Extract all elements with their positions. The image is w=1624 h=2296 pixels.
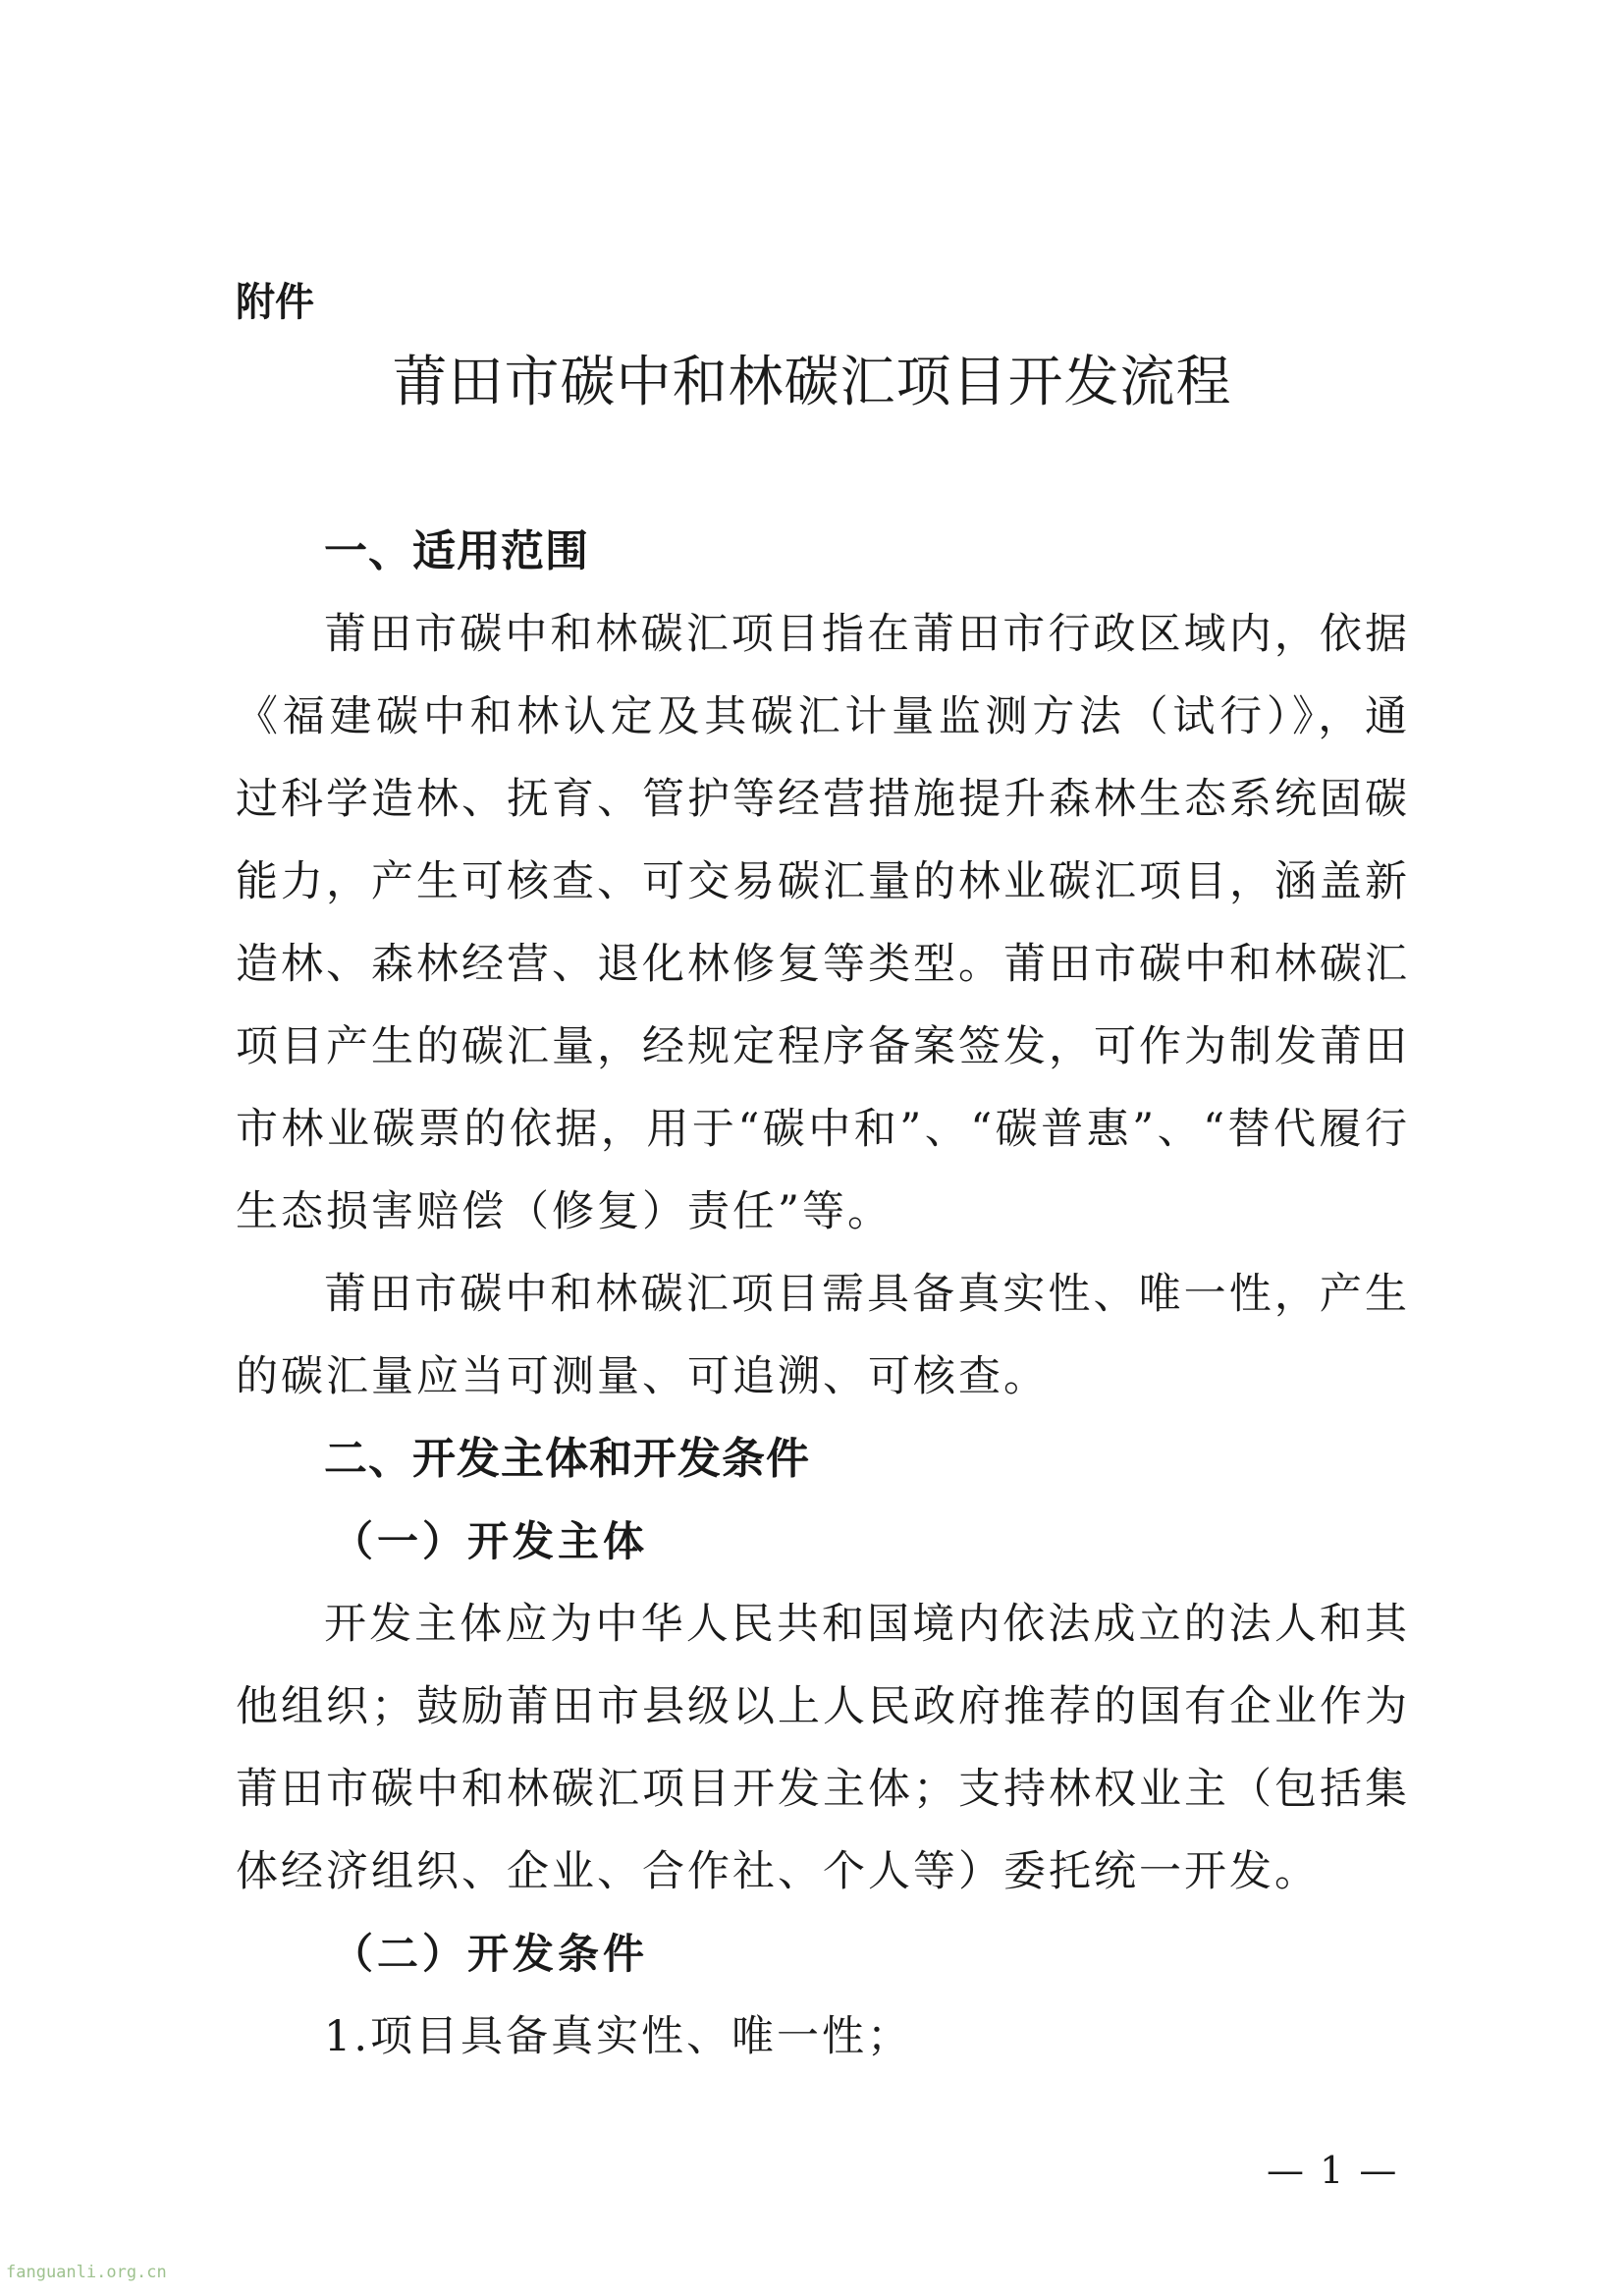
- attachment-label: 附件: [236, 280, 314, 325]
- section-heading-scope: 一、适用范围: [324, 526, 589, 576]
- watermark-text: fanguanli.org.cn: [6, 2263, 167, 2282]
- document-body: [236, 511, 1410, 2078]
- subsection-heading-developer: （一）开发主体: [332, 1517, 649, 1565]
- page-number: — 1 —: [1267, 2149, 1399, 2192]
- paragraph-developer: 开发主体应为中华人民共和国境内依法成立的法人和其他组织；鼓励莆田市县级以上人民政府推荐的国有企业作为莆田市碳中和林碳汇项目开发主体；支持林权业主（包括集体经济组织、企业、合作社、个人等）委托统一开发。: [236, 1600, 1410, 1896]
- section-heading-developer-conditions: 二、开发主体和开发条件: [324, 1434, 810, 1484]
- paragraph-scope-definition: 莆田市碳中和林碳汇项目指在莆田市行政区域内，依据《福建碳中和林认定及其碳汇计量监测方法（试行）》，通过科学造林、抚育、管护等经营措施提升森林生态系统固碳能力，产生可核查、可交易碳汇量的林业碳汇项目，涵盖新造林、森林经营、退化林修复等类型。莆田市碳中和林碳汇项目产生的碳汇量，经规定程序备案签发，可作为制发莆田市林业碳票的依据，用于“碳中和”、“碳普惠”、“替代履行生态损害赔偿（修复）责任”等。: [236, 610, 1410, 1236]
- list-item-condition-1: 1.项目具备真实性、唯一性；: [324, 2012, 913, 2061]
- paragraph-scope-requirements: 莆田市碳中和林碳汇项目需具备真实性、唯一性，产生的碳汇量应当可测量、可追溯、可核查。: [236, 1270, 1410, 1401]
- document-title: 莆田市碳中和林碳汇项目开发流程: [392, 351, 1232, 414]
- subsection-heading-conditions: （二）开发条件: [332, 1930, 649, 1978]
